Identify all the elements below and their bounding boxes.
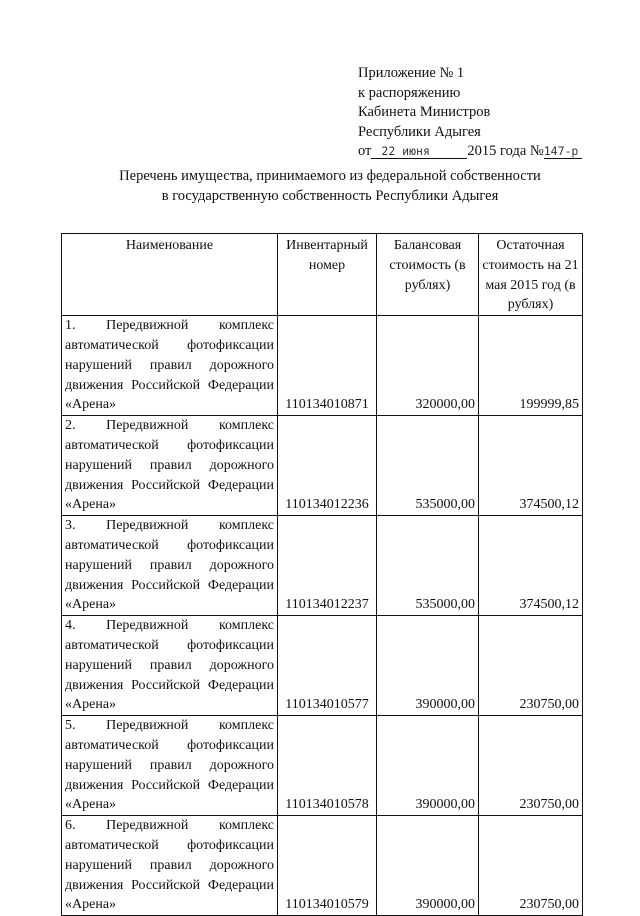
cell-inventory: 110134010578 [278, 716, 377, 816]
cell-residual: 230750,00 [479, 616, 583, 716]
appendix-block [358, 64, 582, 162]
document-heading [60, 167, 600, 206]
cell-inventory: 110134012236 [278, 416, 377, 516]
header-residual: Остаточная стоимость на 21 мая 2015 год (в рублях) [479, 234, 583, 316]
table-header-row [62, 234, 583, 316]
cell-residual: 230750,00 [479, 816, 583, 916]
order-number-value: 147-р [543, 144, 579, 159]
cell-name: 2. Передвижной комплекс автоматической фотофиксации нарушений правил дорожного движения Российской Федерации «Арена» [62, 416, 278, 516]
cell-inventory: 110134010577 [278, 616, 377, 716]
cell-balance: 390000,00 [377, 616, 479, 716]
cell-balance: 320000,00 [377, 316, 479, 416]
appendix-order-ref: к распоряжению [358, 84, 461, 101]
cell-name: 4. Передвижной комплекс автоматической фотофиксации нарушений правил дорожного движения Российской Федерации «Арена» [62, 616, 278, 716]
table-row [62, 716, 583, 816]
header-name: Наименование [62, 234, 278, 316]
cell-inventory: 110134010871 [278, 316, 377, 416]
date-value: 22 июня [381, 144, 430, 159]
table-row [62, 516, 583, 616]
property-table [61, 233, 583, 916]
cell-residual: 230750,00 [479, 716, 583, 816]
cell-residual: 374500,12 [479, 416, 583, 516]
table-row [62, 816, 583, 916]
date-field [371, 144, 467, 159]
appendix-title: Приложение № 1 [358, 65, 465, 81]
heading-line-2: в государственную собственность Республики Адыгея [161, 187, 499, 204]
header-balance: Балансовая стоимость (в рублях) [377, 234, 479, 316]
cell-inventory: 110134012237 [278, 516, 377, 616]
appendix-date-line [358, 142, 582, 162]
header-inventory: Инвентарный номер [278, 234, 377, 316]
cell-name: 5. Передвижной комплекс автоматической фотофиксации нарушений правил дорожного движения Российской Федерации «Арена» [62, 716, 278, 816]
cell-balance: 390000,00 [377, 816, 479, 916]
heading-line-1: Перечень имущества, принимаемого из федеральной собственности [119, 168, 541, 184]
cell-residual: 374500,12 [479, 516, 583, 616]
cell-balance: 535000,00 [377, 416, 479, 516]
appendix-republic: Республики Адыгея [358, 123, 481, 140]
cell-residual: 199999,85 [479, 316, 583, 416]
cell-name: 6. Передвижной комплекс автоматической фотофиксации нарушений правил дорожного движения Российской Федерации «Арена» [62, 816, 278, 916]
cell-name: 3. Передвижной комплекс автоматической фотофиксации нарушений правил дорожного движения Российской Федерации «Арена» [62, 516, 278, 616]
table-row [62, 416, 583, 516]
appendix-cabinet: Кабинета Министров [358, 104, 491, 121]
cell-name: 1. Передвижной комплекс автоматической фотофиксации нарушений правил дорожного движения Российской Федерации «Арена» [62, 316, 278, 416]
order-number-field [544, 144, 582, 159]
date-prefix: от [358, 143, 372, 160]
cell-balance: 535000,00 [377, 516, 479, 616]
year-text: 2015 года № [467, 143, 544, 160]
table-row [62, 616, 583, 716]
cell-inventory: 110134010579 [278, 816, 377, 916]
table-row [62, 316, 583, 416]
cell-balance: 390000,00 [377, 716, 479, 816]
